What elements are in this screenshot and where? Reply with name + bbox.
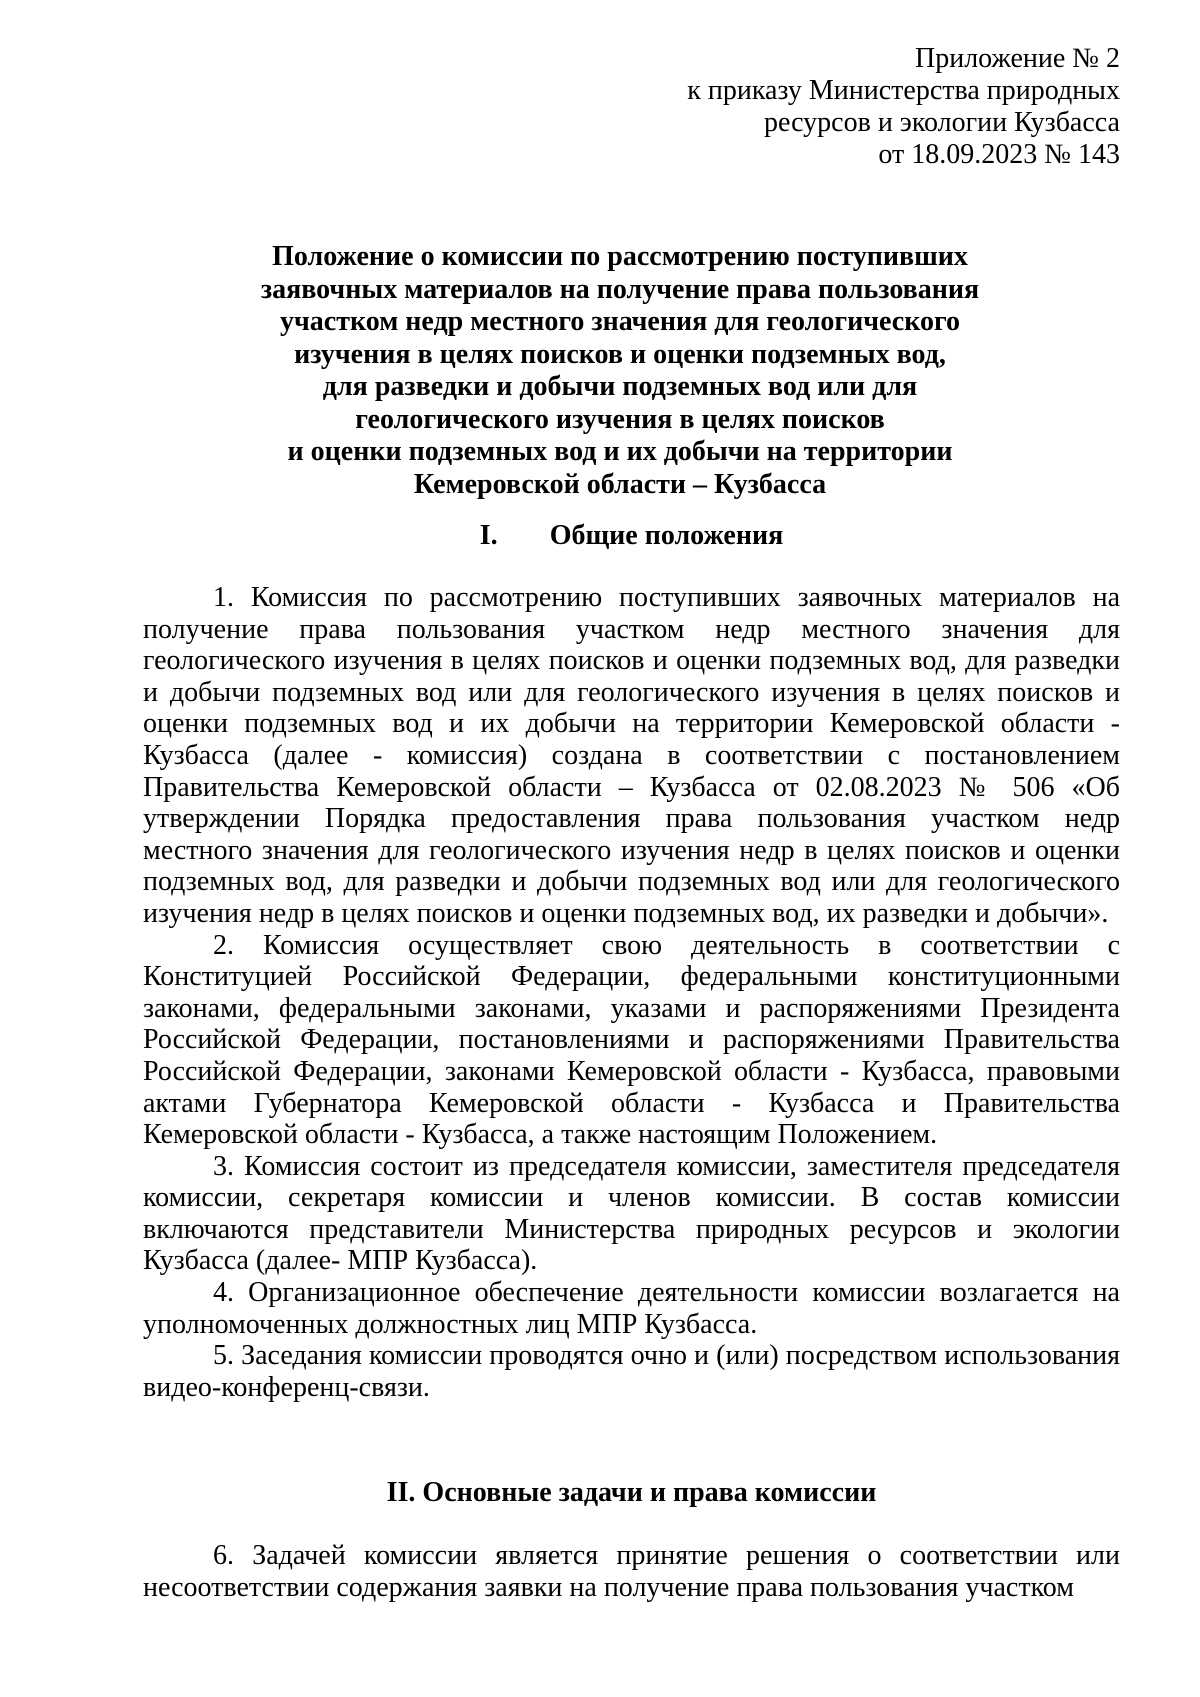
paragraph-3: 3. Комиссия состоит из председателя комиссии, заместителя председателя комиссии, секретаря комиссии и членов комиссии. В состав комиссии включаются представители Министерства природных ресурсов и экологии Кузбасса (далее- МПР Кузбасса). bbox=[143, 1150, 1120, 1277]
appendix-line: от 18.09.2023 № 143 bbox=[878, 139, 1120, 170]
section-2-heading bbox=[143, 1477, 1120, 1509]
appendix-line: к приказу Министерства природных bbox=[687, 75, 1120, 106]
paragraph-6: 6. Задачей комиссии является принятие решения о соответствии или несоответствии содержания заявки на получение права пользования участком bbox=[143, 1540, 1120, 1603]
title-line: и оценки подземных вод и их добычи на территории bbox=[287, 436, 953, 467]
title-line: геологического изучения в целях поисков bbox=[355, 403, 885, 435]
section-1-body bbox=[143, 582, 1120, 1403]
section-2-title: II. Основные задачи и права комиссии bbox=[386, 1477, 877, 1508]
appendix-line: Приложение № 2 bbox=[915, 43, 1120, 74]
title-line: для разведки и добычи подземных вод или для bbox=[322, 371, 918, 402]
title-line: заявочных материалов на получение права пользования bbox=[260, 273, 980, 305]
document-title bbox=[160, 241, 1080, 501]
appendix-line: ресурсов и экологии Кузбасса bbox=[763, 107, 1120, 138]
section-1-number: I. bbox=[479, 520, 498, 551]
title-line: изучения в целях поисков и оценки подземных вод, bbox=[294, 338, 946, 370]
section-1-heading bbox=[143, 520, 1120, 552]
section-1-title: Общие положения bbox=[549, 520, 784, 551]
paragraph-5: 5. Заседания комиссии проводятся очно и (или) посредством использования видео-конференц-связи. bbox=[143, 1340, 1120, 1403]
title-line: Положение о комиссии по рассмотрению поступивших bbox=[272, 241, 968, 272]
paragraph-2: 2. Комиссия осуществляет свою деятельность в соответствии с Конституцией Российской Федерации, федеральными конституционными законами, федеральными законами, указами и распоряжениями Президента Российской Федерации, постановлениями и распоряжениями Правительства Российской Федерации, законами Кемеровской области - Кузбасса, правовыми актами Губернатора Кемеровской области - Кузбасса и Правительства Кемеровской области - Кузбасса, а также настоящим Положением. bbox=[143, 929, 1120, 1151]
title-line: Кемеровской области – Кузбасса bbox=[413, 468, 827, 500]
title-line: участком недр местного значения для геологического bbox=[279, 306, 961, 337]
paragraph-1: 1. Комиссия по рассмотрению поступивших заявочных материалов на получение права пользования участком недр местного значения для геологического изучения в целях поисков и оценки подземных вод, для разведки и добычи подземных вод или для геологического изучения в целях поисков и оценки подземных вод и их добычи на территории Кемеровской области - Кузбасса (далее - комиссия) создана в соответствии с постановлением Правительства Кемеровской области – Кузбасса от 02.08.2023 № 506 «Об утверждении Порядка предоставления права пользования участком недр местного значения для геологического изучения недр в целях поисков и оценки подземных вод, для разведки и добычи подземных вод или для геологического изучения недр в целях поисков и оценки подземных вод, их разведки и добычи». bbox=[143, 582, 1120, 929]
appendix-header bbox=[600, 43, 1120, 171]
section-2-body bbox=[143, 1540, 1120, 1603]
paragraph-4: 4. Организационное обеспечение деятельности комиссии возлагается на уполномоченных должностных лиц МПР Кузбасса. bbox=[143, 1277, 1120, 1340]
